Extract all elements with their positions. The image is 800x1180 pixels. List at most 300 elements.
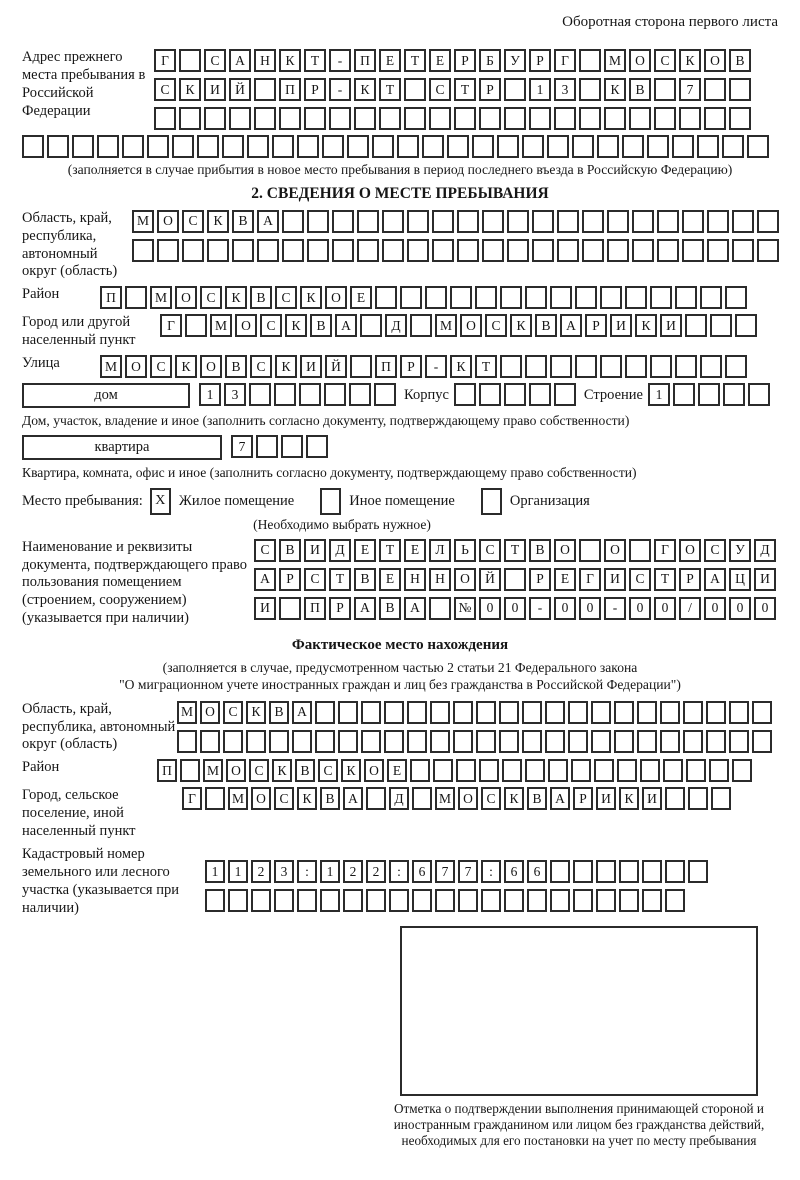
actual-region-row-2: [177, 730, 772, 753]
form-cell: Л: [429, 539, 451, 562]
form-cell: [407, 239, 429, 262]
form-cell: [472, 135, 494, 158]
form-cell: [709, 759, 729, 782]
form-cell: [332, 239, 354, 262]
form-cell: У: [504, 49, 526, 72]
form-cell: [591, 701, 611, 724]
form-cell: А: [335, 314, 357, 337]
form-cell: Р: [304, 78, 326, 101]
form-cell: [147, 135, 169, 158]
form-cell: [349, 383, 371, 406]
form-cell: [732, 210, 754, 233]
form-cell: И: [304, 539, 326, 562]
actual-city-block: [22, 787, 778, 841]
form-cell: [725, 355, 747, 378]
form-cell: С: [481, 787, 501, 810]
form-cell: [600, 355, 622, 378]
form-cell: [246, 730, 266, 753]
cadastral-row-1: [205, 860, 708, 883]
form-cell: Е: [354, 539, 376, 562]
form-cell: [232, 239, 254, 262]
city-label: Город или другой населенный пункт: [22, 314, 136, 349]
form-cell: [375, 286, 397, 309]
form-cell: П: [279, 78, 301, 101]
form-cell: [500, 355, 522, 378]
form-cell: М: [203, 759, 223, 782]
form-cell: Д: [754, 539, 776, 562]
form-cell: Й: [229, 78, 251, 101]
form-cell: Р: [573, 787, 593, 810]
form-cell: С: [304, 568, 326, 591]
form-cell: [479, 759, 499, 782]
city-cells: [160, 314, 757, 337]
region-label: Область, край, республика, автономный округ (область): [22, 209, 118, 280]
form-cell: [568, 730, 588, 753]
form-cell: В: [629, 78, 651, 101]
form-cell: [579, 107, 601, 130]
stay-type-label: Место пребывания:: [22, 492, 143, 509]
district-cells: [100, 286, 747, 309]
form-cell: [132, 239, 154, 262]
form-cell: [619, 889, 639, 912]
form-cell: [450, 286, 472, 309]
form-cell: [632, 239, 654, 262]
form-cell: [254, 107, 276, 130]
form-cell: Т: [654, 568, 676, 591]
form-cell: 1: [529, 78, 551, 101]
form-cell: [700, 355, 722, 378]
form-cell: [710, 314, 732, 337]
form-cell: Р: [529, 49, 551, 72]
form-cell: А: [354, 597, 376, 620]
form-cell: [654, 107, 676, 130]
street-label: Улица: [22, 355, 60, 372]
stroenie-cells: [648, 383, 770, 406]
document-row-1: [254, 539, 776, 562]
form-cell: [407, 730, 427, 753]
section2-title: 2. СВЕДЕНИЯ О МЕСТЕ ПРЕБЫВАНИЯ: [251, 184, 549, 202]
form-cell: [72, 135, 94, 158]
form-cell: Н: [254, 49, 276, 72]
form-cell: 1: [199, 383, 221, 406]
form-cell: [366, 889, 386, 912]
form-cell: [532, 239, 554, 262]
form-cell: [757, 210, 779, 233]
form-cell: [607, 210, 629, 233]
form-cell: [200, 730, 220, 753]
form-cell: [404, 107, 426, 130]
apartment-note: Квартира, комната, офис и иное (заполнить согласно документу, подтверждающему право собственности): [22, 464, 637, 480]
form-cell: К: [504, 787, 524, 810]
form-cell: М: [435, 314, 457, 337]
form-cell: [297, 135, 319, 158]
form-cell: [205, 787, 225, 810]
prev-address-label: Адрес прежнего места пребывания в Российской Федерации: [22, 49, 146, 119]
form-cell: К: [279, 49, 301, 72]
form-cell: В: [269, 701, 289, 724]
form-cell: Е: [379, 568, 401, 591]
form-cell: [435, 889, 455, 912]
form-cell: К: [175, 355, 197, 378]
form-cell: [573, 889, 593, 912]
form-cell: О: [554, 539, 576, 562]
form-cell: 0: [654, 597, 676, 620]
form-cell: [522, 135, 544, 158]
form-cell: [372, 135, 394, 158]
house-note: Дом, участок, владение и иное (заполнить согласно документу, подтверждающему право собственности): [22, 413, 630, 429]
form-cell: О: [458, 787, 478, 810]
form-cell: С: [274, 787, 294, 810]
form-cell: Г: [579, 568, 601, 591]
form-cell: К: [679, 49, 701, 72]
form-cell: [453, 701, 473, 724]
form-cell: [22, 135, 44, 158]
form-cell: И: [604, 568, 626, 591]
form-cell: [207, 239, 229, 262]
form-cell: 1: [228, 860, 248, 883]
house-box: дом: [22, 383, 190, 408]
actual-region-cell-rows: [177, 701, 772, 753]
form-cell: [529, 107, 551, 130]
form-cell: [172, 135, 194, 158]
form-cell: Г: [654, 539, 676, 562]
form-cell: [179, 107, 201, 130]
form-cell: [704, 78, 726, 101]
form-cell: О: [226, 759, 246, 782]
form-cell: [332, 210, 354, 233]
form-cell: Ь: [454, 539, 476, 562]
form-cell: 6: [504, 860, 524, 883]
form-cell: О: [454, 568, 476, 591]
form-cell: [320, 889, 340, 912]
prev-address-cell-rows: [154, 49, 751, 130]
form-cell: Т: [504, 539, 526, 562]
form-cell: [550, 355, 572, 378]
form-cell: [673, 383, 695, 406]
form-cell: [723, 383, 745, 406]
form-cell: [554, 383, 576, 406]
form-cell: [640, 759, 660, 782]
form-cell: [407, 701, 427, 724]
form-cell: Р: [454, 49, 476, 72]
form-cell: [430, 701, 450, 724]
actual-district-block: [22, 759, 778, 782]
form-cell: -: [529, 597, 551, 620]
form-cell: С: [429, 78, 451, 101]
form-cell: :: [481, 860, 501, 883]
region-cell-rows: [132, 210, 779, 262]
form-cell: [729, 107, 751, 130]
form-cell: [722, 135, 744, 158]
form-cell: К: [635, 314, 657, 337]
form-cell: [532, 210, 554, 233]
form-cell: С: [154, 78, 176, 101]
form-cell: [177, 730, 197, 753]
form-cell: [422, 135, 444, 158]
form-cell: Г: [182, 787, 202, 810]
form-cell: [557, 210, 579, 233]
form-cell: [307, 210, 329, 233]
form-cell: [579, 78, 601, 101]
form-cell: [185, 314, 207, 337]
form-cell: [272, 135, 294, 158]
form-cell: -: [425, 355, 447, 378]
document-label: Наименование и реквизиты документа, подтверждающего право пользования помещением (строением, сооружением) (указывается при наличии): [22, 538, 248, 627]
form-cell: В: [250, 286, 272, 309]
option-residential-label: Жилое помещение: [178, 492, 295, 509]
form-cell: :: [389, 860, 409, 883]
form-cell: [343, 889, 363, 912]
form-cell: В: [225, 355, 247, 378]
form-cell: [675, 355, 697, 378]
form-cell: [711, 787, 731, 810]
form-cell: [357, 239, 379, 262]
form-cell: [704, 107, 726, 130]
form-cell: 0: [504, 597, 526, 620]
form-cell: К: [300, 286, 322, 309]
form-cell: [357, 210, 379, 233]
form-cell: С: [200, 286, 222, 309]
form-cell: Т: [329, 568, 351, 591]
form-cell: О: [235, 314, 257, 337]
form-cell: Е: [429, 49, 451, 72]
form-cell: [479, 383, 501, 406]
form-cell: [688, 860, 708, 883]
form-cell: [550, 860, 570, 883]
form-cell: [324, 383, 346, 406]
form-cell: [504, 568, 526, 591]
checkbox-residential: X: [150, 488, 171, 515]
form-cell: [410, 759, 430, 782]
form-cell: П: [304, 597, 326, 620]
form-cell: [632, 210, 654, 233]
korpus-cells: [454, 383, 576, 406]
form-cell: 7: [435, 860, 455, 883]
actual-district-label: Район: [22, 759, 60, 776]
form-cell: [642, 889, 662, 912]
form-cell: Д: [329, 539, 351, 562]
form-cell: [269, 730, 289, 753]
form-cell: С: [260, 314, 282, 337]
form-cell: [374, 383, 396, 406]
form-cell: [637, 730, 657, 753]
form-cell: М: [210, 314, 232, 337]
form-cell: [600, 286, 622, 309]
form-cell: [545, 701, 565, 724]
form-cell: 2: [343, 860, 363, 883]
form-cell: Т: [404, 49, 426, 72]
form-cell: 7: [458, 860, 478, 883]
form-cell: [249, 383, 271, 406]
form-cell: 3: [554, 78, 576, 101]
form-cell: [665, 787, 685, 810]
form-cell: [307, 239, 329, 262]
form-cell: [707, 210, 729, 233]
prev-address-row-2: [154, 78, 751, 101]
form-cell: С: [318, 759, 338, 782]
form-cell: [683, 701, 703, 724]
form-cell: [500, 286, 522, 309]
form-cell: [384, 730, 404, 753]
form-cell: [686, 759, 706, 782]
form-cell: С: [223, 701, 243, 724]
checkbox-other-premises: [320, 488, 341, 515]
form-cell: [429, 597, 451, 620]
form-cell: [125, 286, 147, 309]
apartment-row: [22, 435, 778, 460]
form-cell: [672, 135, 694, 158]
form-cell: [529, 383, 551, 406]
actual-region-label: Область, край, республика, автономный округ (область): [22, 700, 176, 753]
form-cell: И: [754, 568, 776, 591]
form-cell: 1: [320, 860, 340, 883]
region-row-1: [132, 210, 779, 233]
form-cell: М: [132, 210, 154, 233]
form-cell: И: [204, 78, 226, 101]
form-cell: С: [704, 539, 726, 562]
form-cell: О: [200, 701, 220, 724]
form-cell: [729, 701, 749, 724]
form-cell: С: [182, 210, 204, 233]
prev-address-row-3: [154, 107, 751, 130]
form-cell: И: [660, 314, 682, 337]
form-cell: К: [225, 286, 247, 309]
form-cell: [657, 210, 679, 233]
form-cell: [122, 135, 144, 158]
form-cell: 0: [729, 597, 751, 620]
form-cell: [430, 730, 450, 753]
form-cell: [575, 355, 597, 378]
form-cell: [507, 239, 529, 262]
form-cell: [179, 49, 201, 72]
stroenie-label: Строение: [583, 387, 643, 404]
form-cell: -: [604, 597, 626, 620]
form-cell: [617, 759, 637, 782]
form-cell: [525, 759, 545, 782]
form-cell: [329, 107, 351, 130]
form-cell: В: [527, 787, 547, 810]
form-cell: [629, 539, 651, 562]
form-cell: К: [297, 787, 317, 810]
form-cell: С: [249, 759, 269, 782]
form-cell: [432, 239, 454, 262]
form-cell: Г: [554, 49, 576, 72]
form-cell: [205, 889, 225, 912]
form-cell: [642, 860, 662, 883]
form-cell: [429, 107, 451, 130]
form-cell: [660, 730, 680, 753]
form-cell: -: [329, 78, 351, 101]
form-cell: [306, 435, 328, 458]
form-cell: [404, 78, 426, 101]
form-cell: К: [341, 759, 361, 782]
form-cell: [550, 286, 572, 309]
form-cell: [499, 730, 519, 753]
form-cell: [622, 135, 644, 158]
form-cell: [384, 701, 404, 724]
form-cell: [433, 759, 453, 782]
form-cell: [697, 135, 719, 158]
form-cell: [482, 239, 504, 262]
form-cell: О: [157, 210, 179, 233]
form-cell: [647, 135, 669, 158]
form-cell: [350, 355, 372, 378]
form-cell: [504, 78, 526, 101]
form-cell: А: [257, 210, 279, 233]
form-cell: Д: [389, 787, 409, 810]
form-cell: [502, 759, 522, 782]
form-cell: Н: [404, 568, 426, 591]
form-cell: С: [629, 568, 651, 591]
form-cell: О: [604, 539, 626, 562]
form-cell: К: [604, 78, 626, 101]
stamp-box: [400, 926, 758, 1096]
form-cell: [657, 239, 679, 262]
form-cell: [688, 787, 708, 810]
form-cell: [650, 355, 672, 378]
form-cell: 0: [629, 597, 651, 620]
form-cell: [594, 759, 614, 782]
form-cell: [575, 286, 597, 309]
actual-location-title: Фактическое место нахождения: [291, 637, 509, 654]
form-cell: [683, 730, 703, 753]
apartment-box: квартира: [22, 435, 222, 460]
form-cell: С: [654, 49, 676, 72]
form-cell: С: [204, 49, 226, 72]
form-cell: И: [642, 787, 662, 810]
actual-district-cells: [157, 759, 752, 782]
form-cell: [591, 730, 611, 753]
cadastral-cell-rows: [205, 860, 708, 912]
form-cell: [607, 239, 629, 262]
form-cell: Е: [350, 286, 372, 309]
form-cell: [297, 889, 317, 912]
form-cell: М: [228, 787, 248, 810]
form-cell: [322, 135, 344, 158]
form-cell: [752, 701, 772, 724]
form-cell: [254, 78, 276, 101]
document-block: [22, 539, 778, 629]
district-label: Район: [22, 286, 60, 303]
form-cell: [397, 135, 419, 158]
form-cell: :: [297, 860, 317, 883]
form-cell: К: [246, 701, 266, 724]
form-cell: К: [619, 787, 639, 810]
form-cell: [400, 286, 422, 309]
form-cell: [281, 435, 303, 458]
cadastral-row-2: [205, 889, 708, 912]
form-cell: [282, 210, 304, 233]
form-cell: [229, 107, 251, 130]
form-cell: В: [535, 314, 557, 337]
form-cell: [292, 730, 312, 753]
form-cell: В: [529, 539, 551, 562]
apartment-cells: [231, 435, 328, 458]
form-cell: [629, 107, 651, 130]
form-cell: [504, 383, 526, 406]
form-cell: [663, 759, 683, 782]
form-cell: С: [479, 539, 501, 562]
form-cell: [682, 210, 704, 233]
form-cell: [525, 355, 547, 378]
form-cell: [579, 49, 601, 72]
form-cell: [596, 889, 616, 912]
prev-address-row-1: [154, 49, 751, 72]
form-cell: [315, 730, 335, 753]
form-cell: [425, 286, 447, 309]
form-cell: О: [704, 49, 726, 72]
form-cell: А: [550, 787, 570, 810]
